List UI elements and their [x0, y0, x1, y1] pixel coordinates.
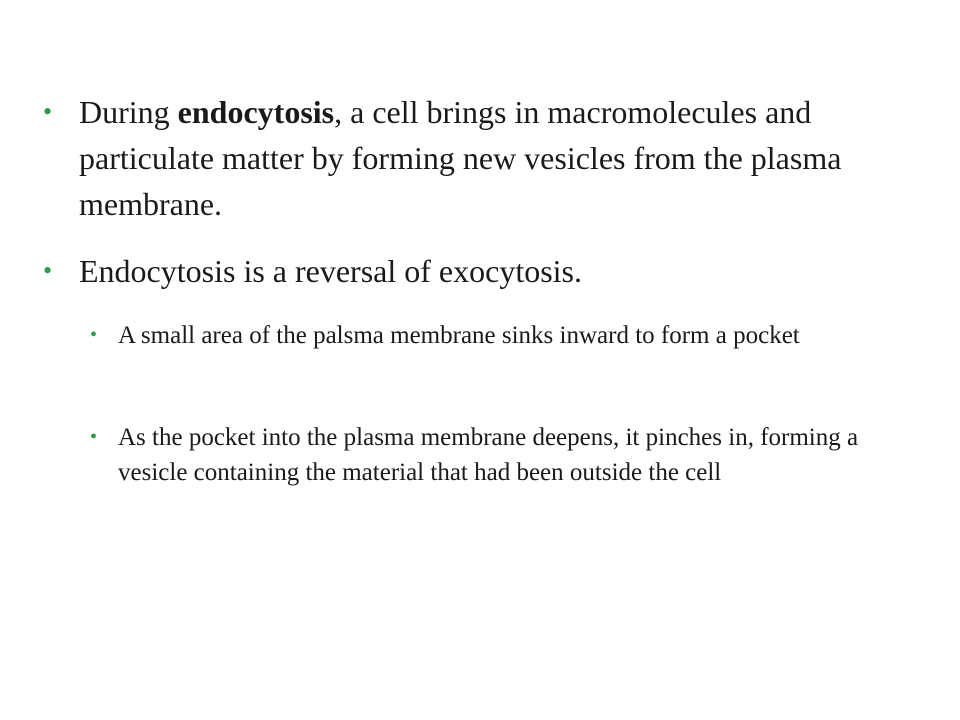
- bullet-text: Endocytosis is a reversal of exocytosis.: [79, 253, 582, 289]
- sub-bullet-item-vesicle: [90, 420, 878, 490]
- bullet-text-lead: During: [79, 94, 178, 130]
- bullet-text-rest: , a cell brings in macromolecules and particulate matter by forming new vesicles from the plasma membrane.: [79, 94, 842, 222]
- bullet-text: [79, 89, 899, 227]
- sub-bullet-icon: •: [90, 426, 98, 448]
- bullet-icon: •: [43, 256, 53, 285]
- emphasized-term: endocytosis: [177, 94, 335, 130]
- sub-bullet-text: A small area of the palsma membrane sinks inward to form a pocket: [118, 322, 800, 349]
- sub-bullet-icon: •: [90, 324, 98, 346]
- sub-bullet-item-pocket: [90, 318, 878, 353]
- bullet-icon: •: [43, 97, 53, 126]
- sub-bullet-text: As the pocket into the plasma membrane deepens, it pinches in, forming a vesicle containing the material that had been outside the cell: [118, 424, 859, 486]
- bullet-item-reversal: [43, 248, 899, 294]
- bullet-item-endocytosis-definition: [43, 89, 899, 227]
